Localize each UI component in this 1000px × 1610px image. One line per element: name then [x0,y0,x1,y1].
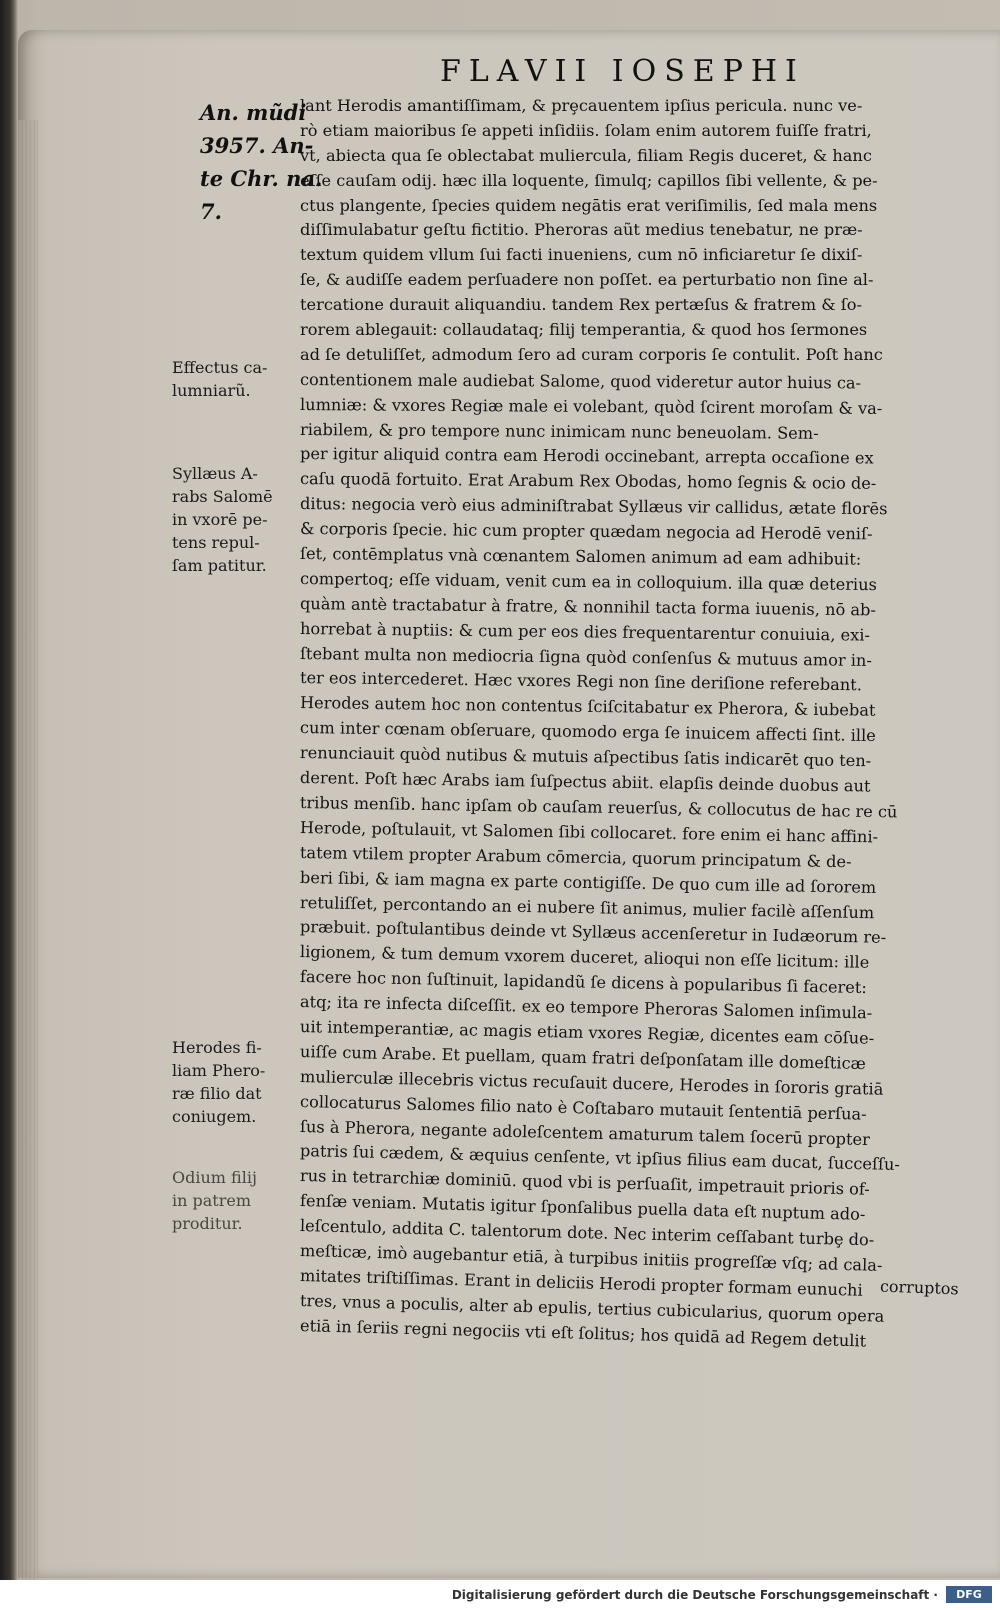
text-line: meſticæ, imò augebantur etiā, à turpibus initiis progreſſæ vſq; ad cala- [299,1240,883,1275]
side-note-odium [172,1166,300,1235]
text-line: tribus menſib. hanc ipſam ob cauſam reuerſus, & collocutus de hac re cū [299,792,898,822]
side-note-line: in vxorē pe- [172,510,268,529]
text-line: ſus à Pherora, negante adoleſcentem amaturum talem ſocerū propter [299,1116,871,1149]
text-line: uiſſe cum Arabe. Et puellam, quam fratri deſponſatam ille domeſticæ [299,1041,867,1073]
side-note-line: Herodes fi- [172,1038,262,1057]
footer-bar [0,1580,1000,1610]
text-line: Herode, poſtulauit, vt Salomen ſibi collocaret. fore enim ei hanc affini- [299,817,879,847]
side-note-effectus [172,356,300,402]
text-line: rorem ablegauit: collaudataq; filij temperantia, & quod hos ſermones [300,320,868,340]
text-line: ſe, & audiſſe eadem perſuadere non poſſet. ea perturbatio non ſine al- [300,270,874,290]
text-line: derent. Poſt hæc Arabs iam ſuſpectus abiit. elapſis deinde duobus aut [299,768,871,796]
side-note-line: ræ filio dat [172,1084,262,1103]
side-note-syllaeus [172,462,300,577]
catchword: corruptos [879,1276,960,1299]
text-line: etiā in ſeriis regni negociis vti eſt ſolitus; hos quidā ad Regem detulit [299,1315,867,1351]
side-note-line: proditur. [172,1214,243,1233]
text-line: caſu quodā fortuito. Erat Arabum Rex Obodas, homo ſegnis & ocio de- [299,469,877,494]
running-head: FLAVII IOSEPHI [440,54,805,89]
year-margin-note [200,96,323,228]
text-line: vt, abiecta qua ſe oblectabat muliercula, filiam Regis duceret, & hanc [300,145,872,165]
dfg-logo: DFG [946,1586,992,1603]
text-line: rò etiam maioribus ſe appeti inſidiis. ſolam enim autorem fuiſſe fratri, [300,120,872,140]
side-note-line: liam Phero- [172,1061,266,1080]
text-line: collocaturus Salomes filio nato è Coſtabaro mutauit ſententiā perſua- [299,1091,867,1124]
text-line: per igitur aliquid contra eam Herodi occinebant, arrepta occaſione ex [299,444,874,468]
text-line: fenſæ veniam. Mutatis igitur ſponſalibus puella data eſt nuptum ado- [299,1191,866,1225]
text-line: compertoq; eſſe viduam, venit cum ea in colloquium. illa quæ deterius [299,568,878,595]
text-line: ditus: negocia verò eius adminiſtrabat Syllæus vir callidus, ætate florēs [299,494,888,519]
year-note-line: 7. [200,199,222,224]
text-line: facere hoc non ſuſtinuit, lapidandũ ſe dicens à popularibus ſi faceret: [299,967,867,998]
text-line: quàm antè tractabatur à fratre, & nonnihil tacta forma iuuenis, nō ab- [299,593,876,620]
side-note-line: Effectus ca- [172,358,268,377]
text-line: riabilem, & pro tempore nunc inimicam nunc beneuolam. Sem- [299,419,819,443]
side-note-line: tens repul- [172,533,260,552]
side-note-line: Odium filij [172,1168,257,1187]
text-line: renunciauit quòd nutibus & mutuis aſpectibus ſatis indicarēt quo ten- [299,743,872,771]
text-line: textum quidem vllum ſui facti inueniens, cum nō inficiaretur ſe dixiſ- [300,245,863,265]
text-line: præbuit. poſtulantibus deinde vt Syllæus accenſeretur in Iudæorum re- [299,917,887,948]
text-line: horrebat à nuptiis: & cum per eos dies frequentarentur conuiuia, exi- [299,618,871,645]
side-note-line: lumniarũ. [172,381,251,400]
year-note-line: An. mũdi [200,100,307,125]
side-note-line: Syllæus A- [172,464,258,483]
text-line: cum inter cœnam obſeruare, quomodo erga ſe inuicem affecti ſint. ille [299,718,876,746]
side-note-line: rabs Salomē [172,487,273,506]
text-line: & corporis ſpecie. hic cum propter quædam negocia ad Herodē veniſ- [299,519,873,544]
text-line: ſet, contēmplatus vnà cœnantem Salomen animum ad eam adhibuit: [299,544,862,569]
text-line: Herodes autem hoc non contentus ſciſcitabatur ex Pherora, & iubebat [299,693,876,721]
text-line: rus in tetrarchiæ dominiū. quod vbi is perſuaſit, impetrauit prioris of- [299,1166,871,1200]
side-note-line: in patrem [172,1191,252,1210]
text-line: ligionem, & tum demum vxorem duceret, alioqui non eſſe licitum: ille [299,942,870,973]
text-line: mitates triſtiſſimas. Erant in deliciis Herodi propter formam eunuchi [299,1265,863,1300]
side-note-line: ſam patitur. [172,556,267,575]
side-note-line: coniugem. [172,1107,257,1126]
text-line: uit intemperantiæ, ac magis etiam vxores Regiæ, dicentes eam cōſue- [299,1016,875,1048]
text-line: tres, vnus a poculis, alter ab epulis, tertius cubicularius, quorum opera [299,1290,885,1326]
text-line: ſtebant multa non mediocria ſigna quòd conſenſus & mutuus amor in- [299,643,872,670]
text-line: ad ſe detuliſſet, admodum ſero ad curam corporis ſe contulit. Poſt hanc [300,344,883,364]
text-line: patris ſui cædem, & æquius cenſente, vt ipſius filius eam ducat, ſucceſſu- [299,1141,901,1175]
text-line: leſcentulo, addita C. talentorum dote. Nec interim ceſſabant turbȩ do- [299,1216,875,1250]
text-line: atq; ita re infecta diſceſſit. ex eo tempore Pheroras Salomen inſimula- [299,992,873,1023]
footer-credit: Digitalisierung gefördert durch die Deutsche Forschungsgemeinschaft · [451,1588,938,1602]
text-line: lumniæ: & vxores Regiæ male ei volebant, quòd ſcirent moroſam & va- [299,394,883,418]
text-line: contentionem male audiebat Salome, quod videretur autor huius ca- [299,369,862,393]
text-line: ctus plangente, ſpecies quidem negātis erat veriſimilis, ſed mala mens [300,195,878,215]
side-note-herodes [172,1036,300,1128]
page-edges [18,120,38,1580]
text-line: tercatione durauit aliquandiu. tandem Rex pertæſus & fratrem & ſo- [300,295,863,315]
text-line: eſſe cauſam odij. hæc illa loquente, ſimulq; capillos ſibi vellente, & pe- [300,170,878,190]
text-line: mulierculæ illecebris victus recuſauit ducere, Herodes in ſororis gratiā [299,1066,884,1099]
text-line: beri ſibi, & iam magna ex parte contigiſſe. De quo cum ille ad ſororem [299,867,877,897]
text-line: tatem vtilem propter Arabum cōmercia, quorum principatum & de- [299,842,852,871]
text-line: diſſimulabatur geſtu fictitio. Pheroras aũt medius tenebatur, ne præ- [300,220,863,240]
year-note-line: te Chr. na. [200,166,323,191]
text-line: ter eos intercederet. Hæc vxores Regi non ſine deriſione referebant. [299,668,863,695]
text-line: retuliſſet, percontando an ei nubere ſit animus, mulier facilè aſſenſum [299,892,875,922]
main-text-column [299,94,976,1351]
year-note-line: 3957. An- [200,133,314,158]
text-line: lant Herodis amantiſſimam, & prȩcauentem ipſius pericula. nunc ve- [300,96,863,115]
